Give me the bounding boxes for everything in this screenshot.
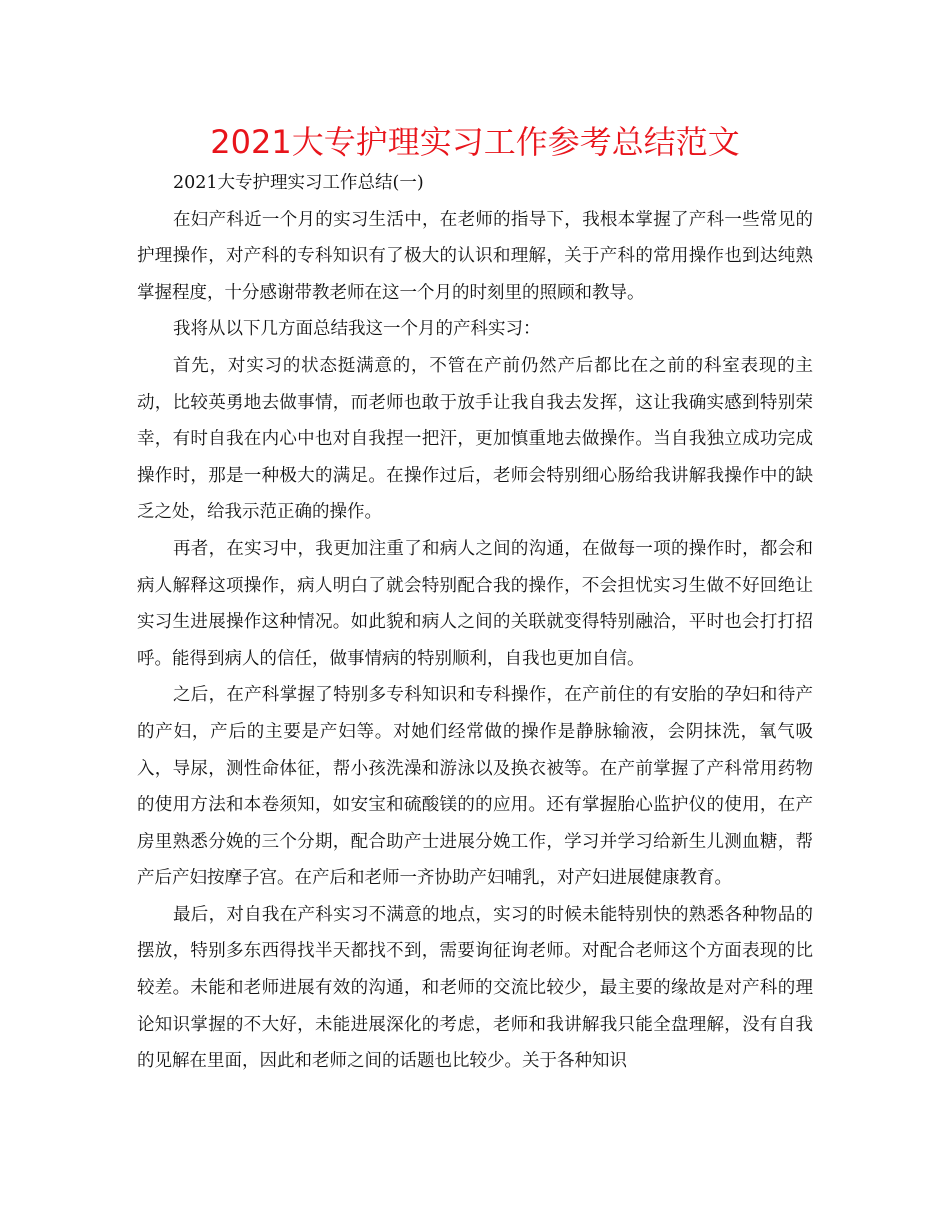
document-body [137, 165, 813, 1080]
paragraph-1: 在妇产科近一个月的实习生活中，在老师的指导下，我根本掌握了产科一些常见的护理操作，对产科的专科知识有了极大的认识和理解，关于产科的常用操作也到达纯熟掌握程度，十分感谢带教老师在这一个月的时刻里的照顾和教导。 [137, 209, 813, 303]
paragraph-5: 之后，在产科掌握了特别多专科知识和专科操作，在产前住的有安胎的孕妇和待产的产妇，产后的主要是产妇等。对她们经常做的操作是静脉输液，会阴抹洗，氧气吸入，导尿，测性命体征，帮小孩洗澡和游泳以及换衣被等。在产前掌握了产科常用药物的使用方法和本卷须知，如安宝和硫酸镁的的应用。还有掌握胎心监护仪的使用，在产房里熟悉分娩的三个分期，配合助产士进展分娩工作，学习并学习给新生儿测血糖，帮产后产妇按摩子宫。在产后和老师一齐协助产妇哺乳，对产妇进展健康教育。 [137, 685, 813, 889]
paragraph-2: 我将从以下几方面总结我这一个月的产科实习： [173, 319, 541, 340]
page-title: 2021大专护理实习工作参考总结范文 [210, 123, 740, 161]
paragraph-3: 首先，对实习的状态挺满意的，不管在产前仍然产后都比在之前的科室表现的主动，比较英勇地去做事情，而老师也敢于放手让我自我去发挥，这让我确实感到特别荣幸，有时自我在内心中也对自我捏一把汗，更加慎重地去做操作。当自我独立成功完成操作时，那是一种极大的满足。在操作过后，老师会特别细心肠给我讲解我操作中的缺乏之处，给我示范正确的操作。 [137, 355, 813, 523]
section-subtitle: 2021大专护理实习工作总结(一) [173, 173, 424, 193]
paragraph-4: 再者，在实习中，我更加注重了和病人之间的沟通，在做每一项的操作时，都会和病人解释这项操作，病人明白了就会特别配合我的操作，不会担忧实习生做不好回绝让实习生进展操作这种情况。如此貌和病人之间的关联就变得特别融洽，平时也会打打招呼。能得到病人的信任，做事情病的特别顺利，自我也更加自信。 [137, 538, 813, 669]
paragraph-6: 最后，对自我在产科实习不满意的地点，实习的时候未能特别快的熟悉各种物品的摆放，特别多东西得找半天都找不到，需要询征询老师。对配合老师这个方面表现的比较差。未能和老师进展有效的沟通，和老师的交流比较少，最主要的缘故是对产科的理论知识掌握的不大好，未能进展深化的考虑，老师和我讲解我只能全盘理解，没有自我的见解在里面，因此和老师之间的话题也比较少。关于各种知识 [137, 904, 813, 1072]
